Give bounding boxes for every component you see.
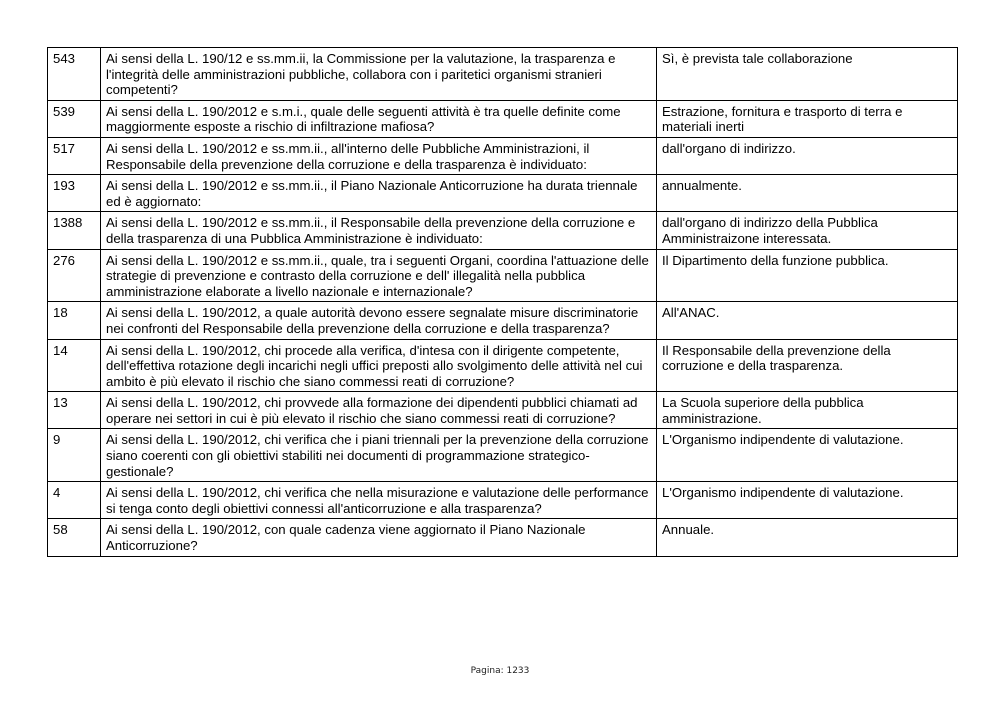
question-id: 1388 [48,212,101,249]
question-text: Ai sensi della L. 190/2012, chi provvede alla formazione dei dipendenti pubblici chiamati ad operare nei settori in cui è più elevato il rischio che siano commessi reati di corruzione? [101,392,657,429]
answer-text: L'Organismo indipendente di valutazione. [657,482,958,519]
question-text: Ai sensi della L. 190/2012 e ss.mm.ii., quale, tra i seguenti Organi, coordina l'attuazione delle strategie di prevenzione e contrasto della corruzione e dell' illegalità nella pubblica amministrazione elaborate a livello nazionale e internazionale? [101,249,657,302]
question-text: Ai sensi della L. 190/2012, chi procede alla verifica, d'intesa con il dirigente competente, dell'effettiva rotazione degli incarichi negli uffici preposti allo svolgimento delle attività nel cui ambito è più elevato il rischio che siano commessi reati di corruzione? [101,339,657,392]
question-id: 14 [48,339,101,392]
answer-text: Sì, è prevista tale collaborazione [657,48,958,101]
answer-text: Il Responsabile della prevenzione della corruzione e della trasparenza. [657,339,958,392]
question-text: Ai sensi della L. 190/2012 e ss.mm.ii., il Piano Nazionale Anticorruzione ha durata triennale ed è aggiornato: [101,175,657,212]
table-row [48,100,958,137]
answer-text: Estrazione, fornitura e trasporto di terra e materiali inerti [657,100,958,137]
answer-text: L'Organismo indipendente di valutazione. [657,429,958,482]
table-row [48,302,958,339]
questions-table [47,47,958,557]
question-text: Ai sensi della L. 190/2012 e ss.mm.ii., il Responsabile della prevenzione della corruzione e della trasparenza di una Pubblica Amministrazione è individuato: [101,212,657,249]
question-text: Ai sensi della L. 190/2012, con quale cadenza viene aggiornato il Piano Nazionale Anticorruzione? [101,519,657,556]
answer-text: Il Dipartimento della funzione pubblica. [657,249,958,302]
question-id: 517 [48,137,101,174]
question-id: 276 [48,249,101,302]
table-row [48,429,958,482]
question-id: 539 [48,100,101,137]
question-text: Ai sensi della L. 190/2012 e s.m.i., quale delle seguenti attività è tra quelle definite come maggiormente esposte a rischio di infiltrazione mafiosa? [101,100,657,137]
page-number: Pagina: 1233 [470,666,530,676]
answer-text: annualmente. [657,175,958,212]
question-text: Ai sensi della L. 190/2012, a quale autorità devono essere segnalate misure discriminatorie nei confronti del Responsabile della prevenzione della corruzione e della trasparenza? [101,302,657,339]
question-id: 58 [48,519,101,556]
table-row [48,249,958,302]
table-row [48,519,958,556]
answer-text: All'ANAC. [657,302,958,339]
answer-text: Annuale. [657,519,958,556]
question-text: Ai sensi della L. 190/2012, chi verifica che i piani triennali per la prevenzione della corruzione siano coerenti con gli obiettivi stabiliti nei documenti di programmazione strategico-gestionale? [101,429,657,482]
question-id: 9 [48,429,101,482]
table-row [48,339,958,392]
answer-text: dall'organo di indirizzo della Pubblica Amministraizone interessata. [657,212,958,249]
question-text: Ai sensi della L. 190/12 e ss.mm.ii, la Commissione per la valutazione, la trasparenza e l'integrità delle amministrazioni pubbliche, collabora con i paritetici organismi stranieri competenti? [101,48,657,101]
question-id: 13 [48,392,101,429]
table-row [48,392,958,429]
question-id: 543 [48,48,101,101]
question-id: 4 [48,482,101,519]
answer-text: dall'organo di indirizzo. [657,137,958,174]
answer-text: La Scuola superiore della pubblica amministrazione. [657,392,958,429]
table-row [48,48,958,101]
table-row [48,175,958,212]
table-row [48,137,958,174]
question-id: 18 [48,302,101,339]
table-row [48,482,958,519]
question-id: 193 [48,175,101,212]
table-row [48,212,958,249]
question-text: Ai sensi della L. 190/2012, chi verifica che nella misurazione e valutazione delle performance si tenga conto degli obiettivi connessi all'anticorruzione e alla trasparenza? [101,482,657,519]
question-text: Ai sensi della L. 190/2012 e ss.mm.ii., all'interno delle Pubbliche Amministrazioni, il Responsabile della prevenzione della corruzione e della trasparenza è individuato: [101,137,657,174]
